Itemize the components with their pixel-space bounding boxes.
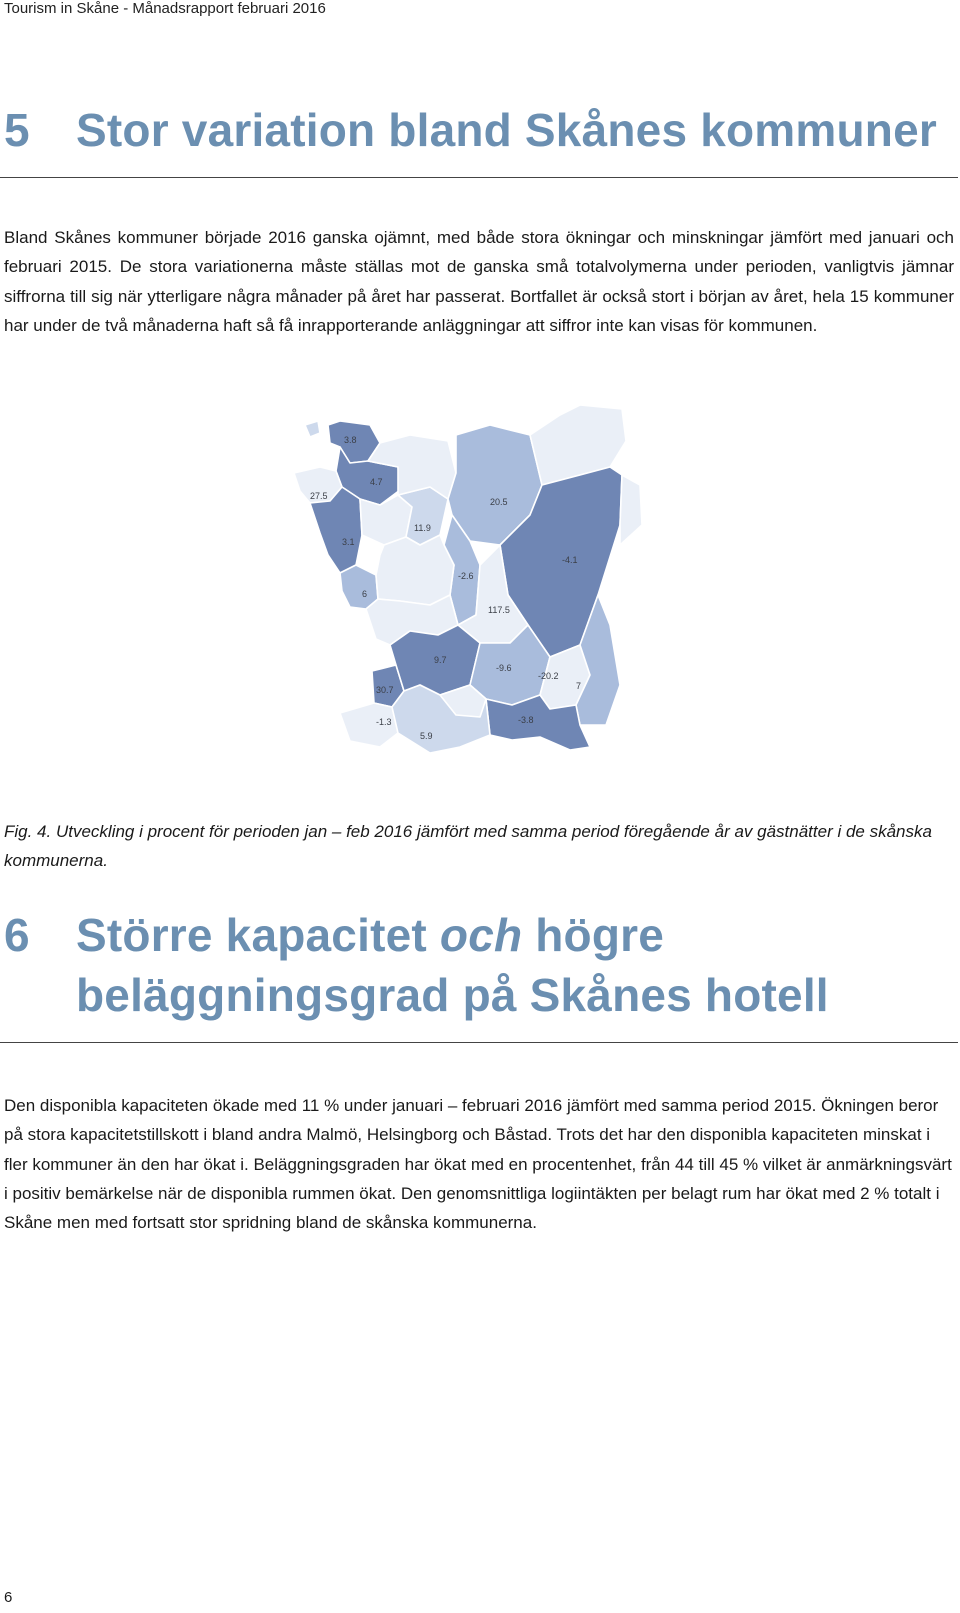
section-5-title: Stor variation bland Skånes kommuner xyxy=(76,104,937,156)
municipality-map xyxy=(280,395,680,785)
map-label: 20.5 xyxy=(490,497,508,507)
map-label: 9.7 xyxy=(434,655,447,665)
map-label: 11.9 xyxy=(414,523,431,533)
page-number: 6 xyxy=(4,1589,13,1606)
running-header: Tourism in Skåne - Månadsrapport februari 2016 xyxy=(4,0,326,17)
section-6-body: Den disponibla kapaciteten ökade med 11 % under januari – februari 2016 jämfört med samma period 2015. Ökningen beror på stora kapacitetstillskott i bland andra Malmö, Helsingborg och Båstad. Trots det har den disponibla kapaciteten minskat i fler kommuner än den har ökat i. Beläggningsgraden har ökat med en procentenhet, från 44 till 45 % vilket är anmärkningsvärt i positiv bemärkelse när de disponibla rummen ökat. Den genomsnittliga logiintäkten per belagt rum har ökat med 2 % totalt i Skåne men med fortsatt stor spridning bland de skånska kommunerna. xyxy=(4,1096,952,1233)
map-label: 4.7 xyxy=(370,477,383,487)
map-label: 7 xyxy=(576,681,582,691)
map-region-islet xyxy=(305,421,320,437)
map-label: -4.1 xyxy=(562,555,578,565)
section-5-number: 5 xyxy=(4,104,30,156)
map-label: 6 xyxy=(362,589,368,599)
map-label: 3.1 xyxy=(342,537,355,547)
section-6-number: 6 xyxy=(4,909,30,961)
map-label: 5.9 xyxy=(420,731,433,741)
map-label: -20.2 xyxy=(538,671,559,681)
section-6-title-part1: Större kapacitet xyxy=(76,909,440,961)
map-label: -9.6 xyxy=(496,663,512,673)
section-5-heading xyxy=(4,100,937,160)
map-label: -2.6 xyxy=(458,571,474,581)
section-6-title-line2: beläggningsgrad på Skånes hotell xyxy=(76,969,829,1021)
map-region-bromolla xyxy=(620,475,642,545)
map-label: -3.8 xyxy=(518,715,534,725)
map-region-eslov xyxy=(376,535,454,605)
map-label: 3.8 xyxy=(344,435,357,445)
section-6-title-part2: högre xyxy=(522,909,665,961)
skane-map-svg xyxy=(280,395,680,785)
section-5-body: Bland Skånes kommuner började 2016 ganska ojämnt, med både stora ökningar och minskningar jämfört med januari och februari 2015. De stora variationerna måste ställas mot de ganska små totalvolymerna under perioden, vanligtvis jämnar siffrorna till sig när ytterligare några månader på året har passerat. Bortfallet är också stort i början av året, hela 15 kommuner har under de två månaderna haft så få inrapporterande anläggningar att siffror inte kan visas för kommunen. xyxy=(4,228,954,335)
map-label: 30.7 xyxy=(376,685,394,695)
section-6-heading xyxy=(4,905,829,1025)
section-6-title-italic: och xyxy=(439,909,523,961)
map-region-landskrona xyxy=(340,565,378,609)
map-label: -1.3 xyxy=(376,717,392,727)
figure-caption: Fig. 4. Utveckling i procent för perioden jan – feb 2016 jämfört med samma period föregående år av gästnätter i de skånska kommunerna. xyxy=(4,822,932,870)
heading-rule xyxy=(0,177,958,178)
heading-rule xyxy=(0,1042,958,1043)
map-label: 27.5 xyxy=(310,491,328,501)
map-label: 117.5 xyxy=(488,605,510,615)
